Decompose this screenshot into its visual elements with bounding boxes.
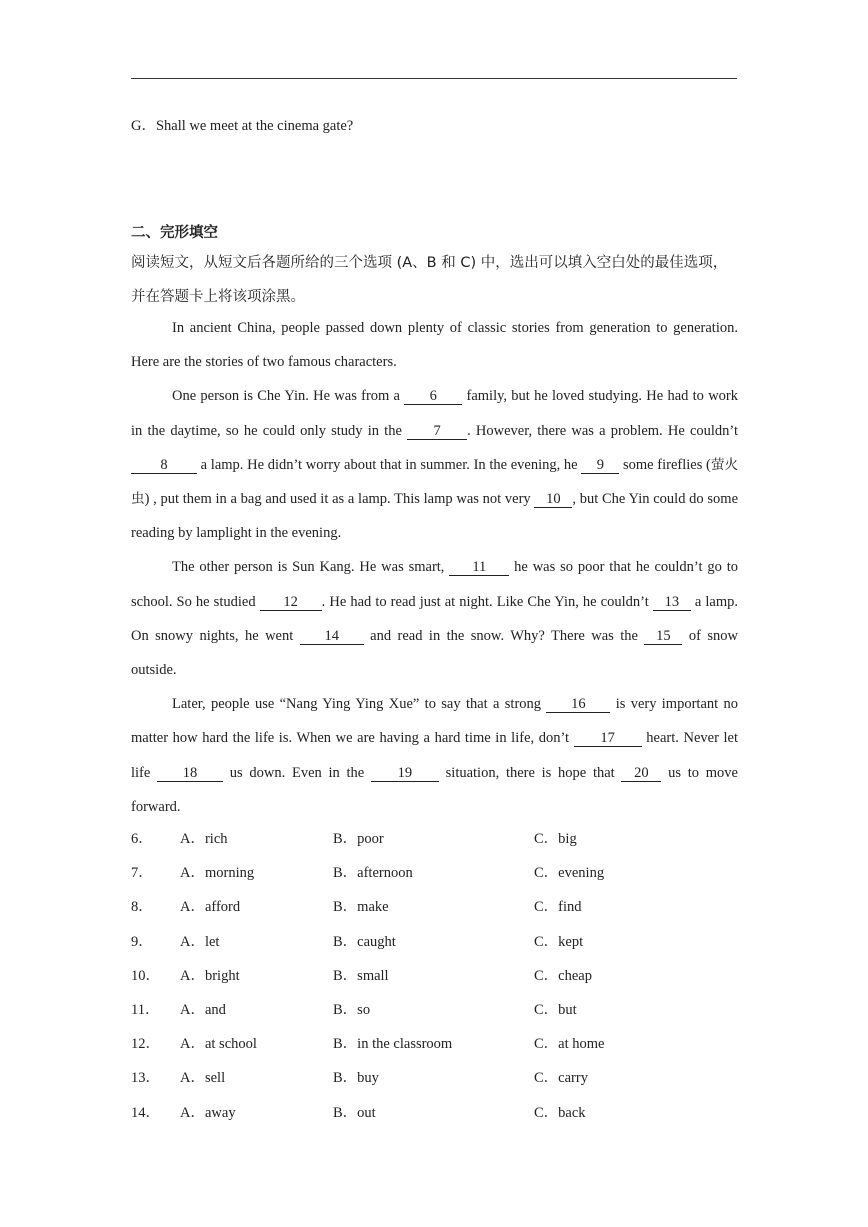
blank-10: 10 bbox=[534, 491, 572, 508]
option-a: A．afford bbox=[180, 899, 241, 916]
option-a: A．morning bbox=[180, 865, 255, 882]
blank-7: 7 bbox=[407, 423, 467, 440]
blank-15: 15 bbox=[644, 628, 682, 645]
blank-20: 20 bbox=[621, 765, 661, 782]
option-b: B．buy bbox=[333, 1070, 379, 1087]
paragraph-4: Later, people use “Nang Ying Ying Xue” to say that a strong 16 is very important no matter how hard the life is. When we are having a hard time in life, don’t 17 heart. Never let life 18 us down. Even in the 19 situation, there is hope that 20 us to move forward. bbox=[131, 696, 738, 815]
option-g: G．Shall we meet at the cinema gate? bbox=[131, 118, 354, 134]
option-b: B．caught bbox=[333, 933, 396, 950]
blank-16: 16 bbox=[546, 696, 610, 713]
option-c: C．but bbox=[534, 1001, 577, 1018]
question-row bbox=[131, 1096, 737, 1130]
blank-8: 8 bbox=[131, 457, 197, 474]
question-row bbox=[131, 959, 737, 993]
question-row bbox=[131, 925, 737, 959]
blank-9: 9 bbox=[581, 457, 619, 474]
paragraph-2: One person is Che Yin. He was from a 6 family, but he loved studying. He had to work in the daytime, so he could only study in the 7 . However, there was a problem. He couldn’t 8 a lamp. He didn’t worry about that in summer. In the evening, he 9 some fireflies (萤火虫) , put them in a bag and used it as a lamp. This lamp was not very 10 , but Che Yin could do some reading by lamplight in the evening. bbox=[131, 388, 739, 542]
option-c: C．find bbox=[534, 899, 582, 916]
paragraph-1: In ancient China, people passed down plenty of classic stories from generation to generation. Here are the stories of two famous characters. bbox=[131, 320, 738, 371]
question-row bbox=[131, 890, 737, 924]
blank-18: 18 bbox=[157, 765, 223, 782]
blank-13: 13 bbox=[653, 594, 691, 611]
option-b: B．poor bbox=[333, 831, 384, 847]
question-number: 12． bbox=[131, 1036, 160, 1053]
option-b: B．so bbox=[333, 1001, 371, 1018]
question-number: 7． bbox=[131, 865, 153, 882]
instruction-text: 阅读短文，从短文后各题所给的三个选项 (A、B 和 C) 中，选出可以填入空白处的最佳选项，并在答题卡上将该项涂黑。 bbox=[131, 255, 728, 305]
option-a: A．sell bbox=[180, 1070, 226, 1087]
option-b: B．make bbox=[333, 899, 389, 916]
blank-17: 17 bbox=[574, 730, 642, 747]
paragraph-3: The other person is Sun Kang. He was smart, 11 he was so poor that he couldn’t go to school. So he studied 12 . He had to read just at night. Like Che Yin, he couldn’t 13 a lamp. On snowy nights, he went 14 and read in the snow. Why? There was the 15 of snow outside. bbox=[131, 559, 739, 679]
section-heading: 二、完形填空 bbox=[131, 225, 218, 241]
question-row bbox=[131, 993, 737, 1027]
option-a: A．at school bbox=[180, 1036, 257, 1053]
blank-11: 11 bbox=[449, 559, 509, 576]
option-a: A．bright bbox=[180, 967, 240, 984]
option-a: A．rich bbox=[180, 831, 228, 847]
option-c: C．big bbox=[534, 831, 577, 847]
question-row bbox=[131, 1027, 737, 1061]
question-row bbox=[131, 1061, 737, 1095]
question-number: 14． bbox=[131, 1104, 160, 1121]
question-row bbox=[131, 856, 737, 890]
question-number: 8． bbox=[131, 899, 153, 916]
option-c: C．kept bbox=[534, 933, 584, 950]
option-a: A．and bbox=[180, 1001, 226, 1018]
question-row bbox=[131, 822, 737, 856]
cloze-passage bbox=[131, 311, 738, 824]
option-b: B．out bbox=[333, 1104, 376, 1121]
option-b: B．small bbox=[333, 967, 389, 984]
blank-14: 14 bbox=[300, 628, 364, 645]
option-c: C．cheap bbox=[534, 967, 592, 984]
option-a: A．away bbox=[180, 1104, 236, 1121]
option-b: B．in the classroom bbox=[333, 1036, 453, 1053]
header-rule bbox=[131, 78, 737, 79]
option-b: B．afternoon bbox=[333, 865, 413, 882]
blank-6: 6 bbox=[404, 388, 462, 405]
blank-19: 19 bbox=[371, 765, 439, 782]
option-c: C．carry bbox=[534, 1070, 588, 1087]
question-number: 6． bbox=[131, 831, 153, 847]
option-c: C．back bbox=[534, 1104, 586, 1121]
question-number: 11． bbox=[131, 1001, 160, 1018]
question-number: 10． bbox=[131, 967, 160, 984]
question-number: 13． bbox=[131, 1070, 160, 1087]
option-a: A．let bbox=[180, 933, 220, 950]
question-options bbox=[131, 822, 737, 1130]
blank-12: 12 bbox=[260, 594, 322, 611]
question-number: 9． bbox=[131, 933, 153, 950]
option-c: C．evening bbox=[534, 865, 605, 882]
option-c: C．at home bbox=[534, 1036, 605, 1053]
